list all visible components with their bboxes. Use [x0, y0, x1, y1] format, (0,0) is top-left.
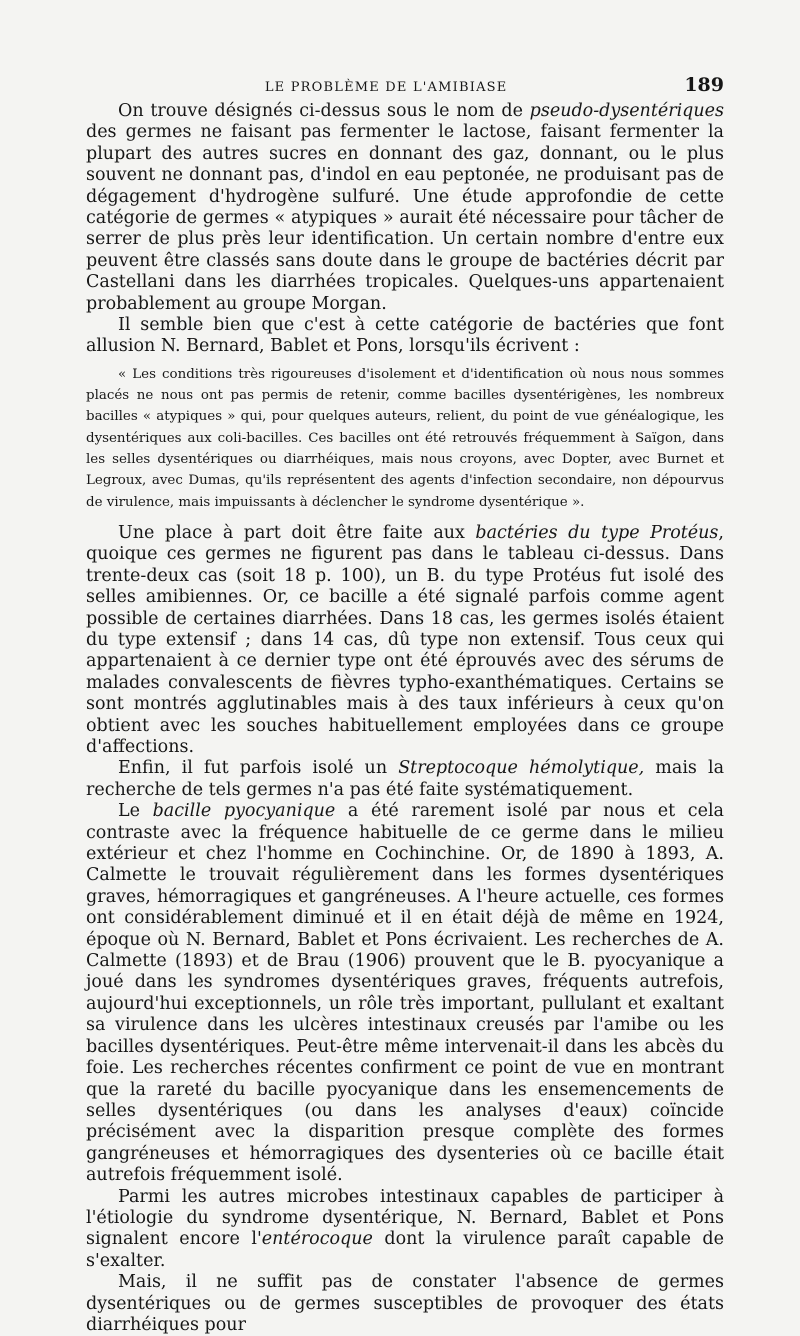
paragraph-pseudo-dysenteriques: On trouve désignés ci-dessus sous le nom de pseudo-dysentériques des germes ne faisant pas fermenter le lactose, faisant fermenter la plupart des autres sucres en donnant des gaz, donnant, ou le plus souvent ne donnant pas, d'indol en eau peptonée, ne produisant pas de dégagement d'hydrogène sulfuré. Une étude approfondie de cette catégorie de germes « atypiques » aurait été nécessaire pour tâcher de serrer de plus près leur identification. Un certain nombre d'entre eux peuvent être classés sans doute dans le groupe de bactéries décrit par Castellani dans les diarrhées tropicales. Quelques-uns appartenaient probablement au groupe Morgan. — [86, 101, 724, 314]
running-title: LE PROBLÈME DE L'AMIBIASE — [264, 80, 508, 95]
paragraph-allusion: Il semble bien que c'est à cette catégorie de bactéries que font allusion N. Bernard, Bablet et Pons, lorsqu'ils écrivent : — [86, 315, 724, 357]
paragraph-pyocyanique: Le bacille pyocyanique a été rarement isolé par nous et cela contraste avec la fréquence habituelle de ce germe dans le milieu extérieur et chez l'homme en Cochinchine. Or, de 1890 à 1893, A. Calmette le trouvait régulièrement dans les formes dysentériques graves, hémorragiques et gangréneuses. A l'heure actuelle, ces formes ont considérablement diminué et il en était déjà de même en 1924, époque où N. Bernard, Bablet et Pons écrivaient. Les recherches de A. Calmette (1893) et de Brau (1906) prouvent que le B. pyocyanique a joué dans les syndromes dysentériques graves, fréquents autrefois, aujourd'hui exceptionnels, un rôle très important, pullulant et exaltant sa virulence dans les ulcères intestinaux creusés par l'amibe ou les bacilles dysentériques. Peut-être même intervenait-il dans les abcès du foie. Les recherches récentes confirment ce point de vue en montrant que la rareté du bacille pyocyanique dans les ensemencements de selles dysentériques (ou dans les analyses d'eaux) coïncide précisément avec la disparition presque complète des formes gangréneuses et hémorragiques des dysenteries où ce bacille était autrefois fréquemment isolé. — [86, 801, 724, 1186]
running-head — [88, 74, 724, 96]
body-text — [86, 101, 724, 1336]
paragraph-streptocoque: Enfin, il fut parfois isolé un Streptocoque hémolytique, mais la recherche de tels germes n'a pas été faite systématiquement. — [86, 758, 725, 800]
page-number: 189 — [684, 74, 724, 96]
paragraph-proteus: Une place à part doit être faite aux bactéries du type Protéus, quoique ces germes ne figurent pas dans le tableau ci-dessus. Dans trente-deux cas (soit 18 p. 100), un B. du type Protéus fut isolé des selles amibiennes. Or, ce bacille a été signalé parfois comme agent possible de certaines diarrhées. Dans 18 cas, les germes isolés étaient du type extensif ; dans 14 cas, dû type non extensif. Tous ceux qui appartenaient à ce dernier type ont été éprouvés avec des sérums de malades convalescents de fièvres typho-exanthématiques. Certains se sont montrés agglutinables mais à des taux inférieurs à ceux qu'on obtient avec les souches habituellement employées dans ce groupe d'affections. — [86, 522, 724, 758]
paragraph-enterocoque: Parmi les autres microbes intestinaux capables de participer à l'étiologie du syndrome dysentérique, N. Bernard, Bablet et Pons signalent encore l'entérocoque dont la virulence paraît capable de s'exalter. — [86, 1186, 724, 1271]
paragraph-conclusion: Mais, il ne suffit pas de constater l'absence de germes dysentériques ou de germes susceptibles de provoquer des états diarrhéiques pour — [86, 1272, 724, 1335]
block-quote: « Les conditions très rigoureuses d'isolement et d'identification où nous nous sommes placés ne nous ont pas permis de retenir, comme bacilles dysentérigènes, les nombreux bacilles « atypiques » qui, pour quelques auteurs, relient, du point de vue généalogique, les dysentériques aux coli-bacilles. Ces bacilles ont été retrouvés fréquemment à Saïgon, dans les selles dysentériques ou diarrhéiques, mais nous croyons, avec Dopter, avec Burnet et Legroux, avec Dumas, qu'ils représentent des agents d'infection secondaire, non dépourvus de virulence, mais impuissants à déclencher le syndrome dysentérique ». — [86, 366, 724, 510]
